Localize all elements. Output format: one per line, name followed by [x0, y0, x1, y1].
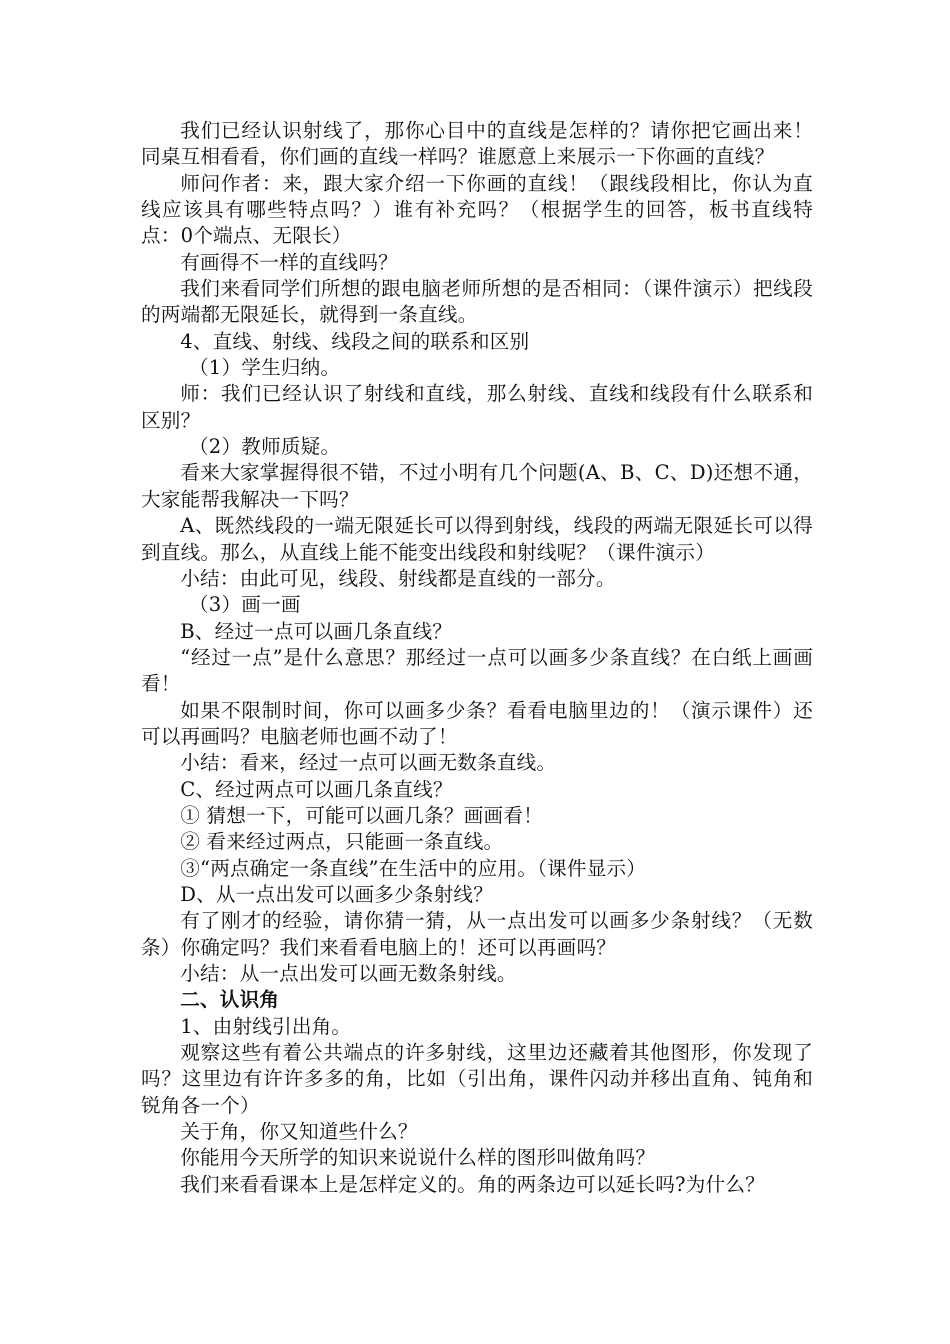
section-item: 1、由射线引出角。 [180, 1014, 352, 1038]
paragraph: 我们来看同学们所想的跟电脑老师所想的是否相同：（课件演示）把线段的两端都无限延长，就得到一条直线。 [141, 277, 813, 327]
document-page [141, 118, 813, 1198]
paragraph: 有画得不一样的直线吗？ [180, 250, 398, 274]
paragraph: 你能用今天所学的知识来说说什么样的图形叫做角吗？ [180, 1146, 656, 1170]
sub-item: （3）画一画 [189, 593, 301, 617]
paragraph: 如果不限制时间，你可以画多少条？看看电脑里边的！（演示课件）还可以再画吗？电脑老师也画不动了！ [141, 698, 813, 748]
paragraph: 师：我们已经认识了射线和直线，那么射线、直线和线段有什么联系和区别？ [141, 382, 813, 432]
sub-item: （2）教师质疑。 [189, 435, 341, 459]
summary-line: 小结：从一点出发可以画无数条射线。 [180, 962, 517, 985]
list-item: ① 猜想一下，可能可以画几条？画画看！ [180, 803, 543, 827]
sub-item: （1）学生归纳。 [189, 356, 341, 380]
section-item: 4、直线、射线、线段之间的联系和区别 [180, 329, 530, 353]
paragraph: “经过一点”是什么意思？那经过一点可以画多少条直线？在白纸上画画看！ [141, 645, 813, 696]
question-line: D、从一点出发可以画多少条射线？ [180, 882, 494, 906]
question-line: C、经过两点可以画几条直线？ [180, 777, 453, 801]
paragraph: A、既然线段的一端无限延长可以得到射线，线段的两端无限延长可以得到直线。那么，从直线上能不能变出线段和射线呢？（课件演示） [141, 514, 813, 564]
section-heading: 二、认识角 [180, 988, 280, 1012]
paragraph: 我们已经认识射线了，那你心目中的直线是怎样的？请你把它画出来！同桌互相看看，你们画的直线一样吗？谁愿意上来展示一下你画的直线？ [141, 119, 813, 169]
paragraph: 关于角，你又知道些什么？ [180, 1120, 418, 1144]
summary-line: 小结：看来，经过一点可以画无数条直线。 [180, 751, 557, 775]
list-item: ③“两点确定一条直线”在生活中的应用。（课件显示） [180, 856, 647, 880]
summary-line: 小结：由此可见，线段、射线都是直线的一部分。 [180, 566, 616, 590]
question-line: B、经过一点可以画几条直线？ [180, 619, 453, 643]
paragraph: 看来大家掌握得很不错，不过小明有几个问题(A、B、C、D)还想不通，大家能帮我解决一下吗？ [141, 461, 813, 511]
paragraph: 我们来看看课本上是怎样定义的。角的两条边可以延长吗?为什么？ [180, 1172, 765, 1196]
paragraph: 有了刚才的经验，请你猜一猜，从一点出发可以画多少条射线？（无数条）你确定吗？我们来看看电脑上的！还可以再画吗？ [141, 909, 813, 959]
list-item: ② 看来经过两点，只能画一条直线。 [180, 830, 504, 854]
paragraph: 师问作者：来，跟大家介绍一下你画的直线！（跟线段相比，你认为直线应该具有哪些特点吗？）谁有补充吗？（根据学生的回答，板书直线特点：0个端点、无限长） [141, 171, 813, 248]
paragraph: 观察这些有着公共端点的许多射线，这里边还藏着其他图形，你发现了吗？这里边有许许多多的角，比如（引出角，课件闪动并移出直角、钝角和锐角各一个） [141, 1041, 813, 1117]
